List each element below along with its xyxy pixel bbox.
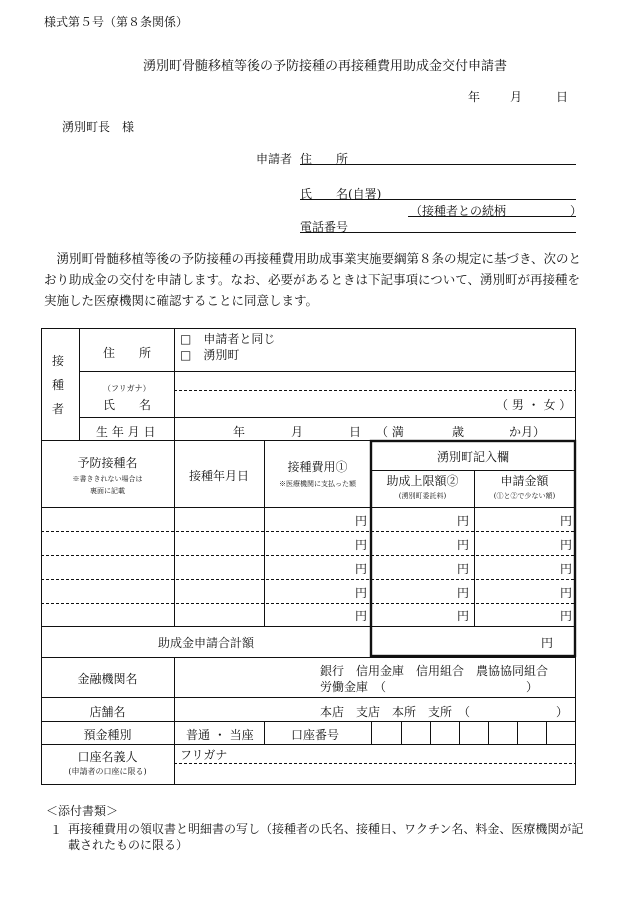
holder-note: (申請者の口座に限る) (68, 767, 147, 776)
vaccine-note-2: 裏面に記載 (90, 487, 125, 495)
applicant-phone-label: 電話番号 (300, 220, 349, 234)
branch-close: ） (556, 705, 569, 719)
branch-types[interactable]: 本店 支店 本所 支所 （ (320, 705, 471, 719)
request-header: 申請金額 (500, 474, 549, 488)
yen-request-3: 円 (560, 562, 573, 576)
date-header: 接種年月日 (188, 469, 249, 483)
holder-name-field[interactable] (176, 765, 574, 783)
applicant-relation-close: ） (570, 204, 583, 218)
attachments-heading: ＜添付書類＞ (46, 804, 119, 818)
addressee: 湧別町長 様 (62, 120, 135, 134)
account-digit-cell[interactable] (489, 722, 517, 744)
dob-month: 月 (291, 425, 304, 439)
yen-cost-3: 円 (355, 562, 368, 576)
account-digit-cell[interactable] (431, 722, 459, 744)
date-month-label: 月 (510, 90, 523, 104)
address-option-yubetsu[interactable]: □ 湧別町 (180, 348, 240, 362)
yen-cost-1: 円 (355, 514, 368, 528)
form-number: 様式第５号（第８条関係） (44, 15, 189, 29)
town-header: 湧別町記入欄 (436, 450, 509, 464)
yen-request-1: 円 (560, 514, 573, 528)
date-year-label: 年 (468, 90, 481, 104)
side-label-char-3: 者 (52, 402, 65, 416)
gender-select[interactable]: （ 男 ・ 女 ） (496, 398, 572, 412)
institution-types[interactable]: 銀行 信用金庫 信用組合 農協協同組合 (320, 664, 549, 678)
yen-limit-1: 円 (457, 514, 470, 528)
yen-request-5: 円 (560, 609, 573, 623)
account-type-select[interactable]: 普通 ・ 当座 (186, 728, 254, 742)
yen-limit-5: 円 (457, 609, 470, 623)
account-digit-cell[interactable] (547, 722, 575, 744)
cost-header: 接種費用① (287, 460, 348, 474)
attachment-item-number: １ (50, 823, 63, 837)
branch-label: 店舗名 (89, 705, 126, 719)
recipient-name-label: 氏 名 (103, 398, 152, 412)
holder-label: 口座名義人 (77, 750, 138, 764)
date-day-label: 日 (556, 90, 569, 104)
recipient-address-label: 住 所 (103, 346, 152, 360)
side-label-char-1: 接 (52, 354, 65, 368)
yen-request-4: 円 (560, 586, 573, 600)
attachment-item-text: 再接種費用の領収書と明細書の写し（接種者の氏名、接種日、ワクチン名、料金、医療機関が記載されたものに限る） (68, 822, 584, 852)
limit-note: (湧別町委託料) (398, 492, 447, 500)
limit-header: 助成上限額② (386, 474, 459, 488)
dob-year: 年 (233, 425, 246, 439)
yen-cost-4: 円 (355, 586, 368, 600)
vaccine-header: 予防接種名 (77, 456, 138, 470)
institution-types-close: ） (526, 680, 539, 694)
account-digit-cell[interactable] (372, 722, 400, 744)
applicant-label: 申請者 (256, 152, 293, 166)
institution-types-2[interactable]: 労働金庫 （ (320, 680, 387, 694)
account-digit-cell[interactable] (460, 722, 488, 744)
age-months: か月） (509, 425, 546, 439)
account-type-label: 預金種別 (83, 728, 132, 742)
applicant-name-label: 氏 名(自署) (300, 187, 382, 201)
address-option-same[interactable]: □ 申請者と同じ (180, 332, 276, 346)
yen-total: 円 (541, 636, 554, 650)
bank-institution-label: 金融機関名 (77, 672, 138, 686)
account-number-label: 口座番号 (291, 728, 340, 742)
yen-limit-3: 円 (457, 562, 470, 576)
applicant-relation-label: （接種者との続柄 (410, 204, 507, 218)
cost-note: ※医療機関に支払った額 (279, 480, 356, 488)
dob-label: 生 年 月 日 (96, 425, 156, 439)
holder-furigana-label: フリガナ (180, 748, 228, 762)
vaccine-note-1: ※書ききれない場合は (72, 475, 143, 483)
request-note: (①と②で少ない額) (493, 492, 556, 500)
side-label-char-2: 種 (52, 378, 65, 392)
account-digit-cell[interactable] (518, 722, 546, 744)
yen-limit-2: 円 (457, 538, 470, 552)
furigana-label: （フリガナ） (103, 384, 151, 393)
dob-day: 日 (349, 425, 362, 439)
account-digit-cell[interactable] (402, 722, 430, 744)
document-title: 湧別町骨髄移植等後の予防接種の再接種費用助成金交付申請書 (142, 59, 507, 74)
yen-cost-2: 円 (355, 538, 368, 552)
yen-cost-5: 円 (355, 609, 368, 623)
applicant-address-label: 住 所 (300, 152, 349, 166)
age-open: （ 満 (376, 425, 404, 439)
age-years: 歳 (452, 425, 465, 439)
yen-request-2: 円 (560, 538, 573, 552)
declaration-text: 湧別町骨髄移植等後の予防接種の再接種費用助成事業実施要綱第８条の規定に基づき、次のとおり助成金の交付を申請します。なお、必要があるときは下記事項について、湧別町が再接種を実施した医療機関に確認することに同意します。 (44, 251, 582, 308)
yen-limit-4: 円 (457, 586, 470, 600)
total-label: 助成金申請合計額 (157, 636, 254, 650)
